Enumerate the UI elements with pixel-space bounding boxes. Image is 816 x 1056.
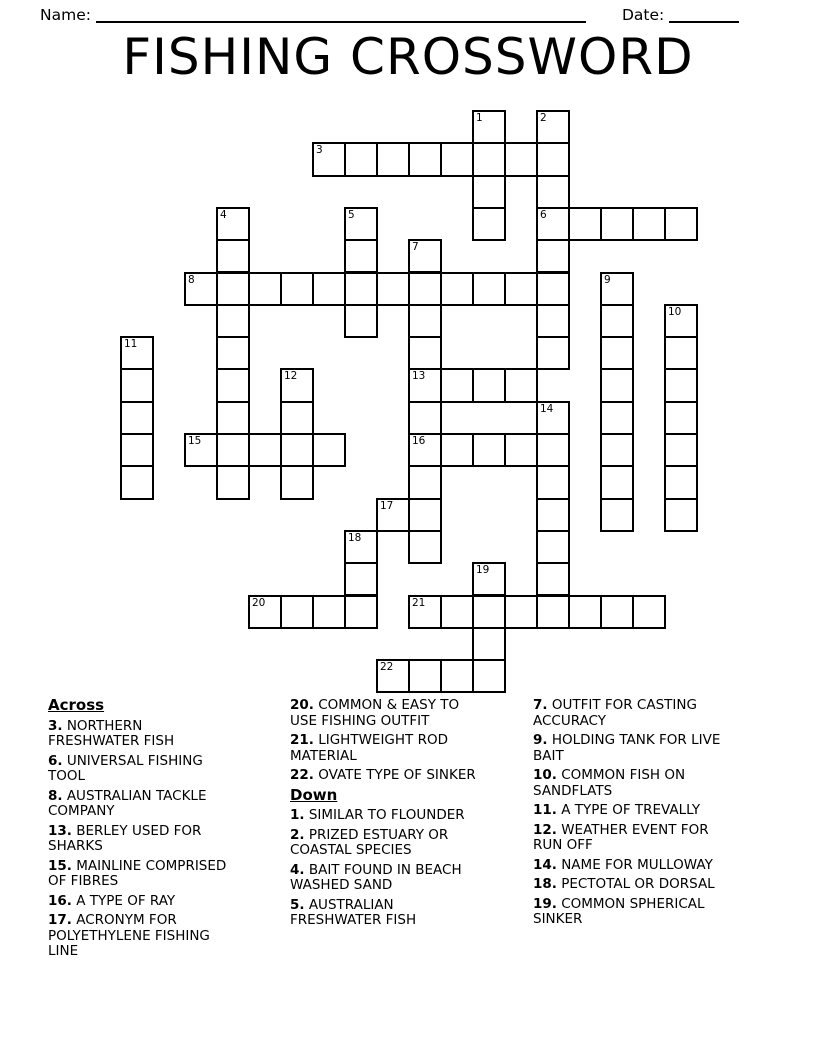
grid-cell[interactable] <box>440 595 474 629</box>
cell-number: 22 <box>380 661 394 674</box>
cell-number: 17 <box>380 499 394 512</box>
grid-cell[interactable] <box>312 142 346 176</box>
grid-cell[interactable] <box>536 595 570 629</box>
grid-cell[interactable] <box>472 368 506 402</box>
grid-cell[interactable] <box>664 465 698 499</box>
clue-item <box>533 823 722 854</box>
clue-item <box>533 897 722 928</box>
cell-number: 6 <box>540 208 547 221</box>
grid-cell[interactable] <box>344 272 378 306</box>
grid-cell[interactable] <box>216 207 250 241</box>
grid-cell[interactable] <box>536 562 570 596</box>
clue-text: AUSTRALIAN TACKLE COMPANY <box>48 787 207 819</box>
grid-cell[interactable] <box>408 659 442 693</box>
grid-cell[interactable] <box>600 401 634 435</box>
clue-item <box>533 698 722 729</box>
grid-cell[interactable] <box>408 433 442 467</box>
grid-cell[interactable] <box>408 272 442 306</box>
cell-number: 14 <box>540 402 554 415</box>
grid-cell[interactable] <box>312 433 346 467</box>
grid-cell[interactable] <box>216 368 250 402</box>
clue-item <box>48 789 237 820</box>
grid-cell[interactable] <box>408 368 442 402</box>
clue-text: UNIVERSAL FISHING TOOL <box>48 752 203 784</box>
grid-cell[interactable] <box>344 207 378 241</box>
grid-cell[interactable] <box>248 595 282 629</box>
clue-number: 2. <box>290 826 305 843</box>
grid-cell[interactable] <box>408 239 442 273</box>
clue-item <box>533 733 722 764</box>
grid-cell[interactable] <box>472 272 506 306</box>
grid-cell[interactable] <box>600 595 634 629</box>
clue-item <box>533 768 722 799</box>
grid-cell[interactable] <box>408 465 442 499</box>
cell-number: 21 <box>412 596 426 609</box>
grid-cell[interactable] <box>632 595 666 629</box>
grid-cell[interactable] <box>600 498 634 532</box>
grid-cell[interactable] <box>312 272 346 306</box>
cell-number: 9 <box>604 273 611 286</box>
clue-number: 8. <box>48 787 63 804</box>
grid-cell[interactable] <box>120 433 154 467</box>
grid-cell[interactable] <box>184 272 218 306</box>
grid-cell[interactable] <box>376 142 410 176</box>
grid-cell[interactable] <box>504 142 538 176</box>
date-label: Date: <box>621 6 665 24</box>
grid-cell[interactable] <box>664 368 698 402</box>
clue-number: 3. <box>48 717 63 734</box>
cell-number: 12 <box>284 370 298 383</box>
grid-cell[interactable] <box>216 336 250 370</box>
grid-cell[interactable] <box>280 433 314 467</box>
clue-item <box>48 859 237 890</box>
grid-cell[interactable] <box>120 336 154 370</box>
grid-cell[interactable] <box>600 272 634 306</box>
cell-number: 7 <box>412 241 419 254</box>
grid-cell[interactable] <box>472 433 506 467</box>
grid-cell[interactable] <box>536 175 570 209</box>
clue-text: HOLDING TANK FOR LIVE BAIT <box>533 732 721 764</box>
grid-cell[interactable] <box>280 595 314 629</box>
grid-cell[interactable] <box>568 207 602 241</box>
clue-item <box>533 877 722 893</box>
grid-cell[interactable] <box>536 530 570 564</box>
clue-item <box>48 824 237 855</box>
clue-number: 22. <box>290 767 314 783</box>
clue-number: 17. <box>48 912 72 928</box>
clue-list-header: Down <box>290 785 338 804</box>
clue-number: 14. <box>533 856 557 873</box>
grid-cell[interactable] <box>408 401 442 435</box>
clue-text: LIGHTWEIGHT ROD MATERIAL <box>290 732 448 764</box>
grid-cell[interactable] <box>440 659 474 693</box>
grid-cell[interactable] <box>440 433 474 467</box>
clue-number: 21. <box>290 732 314 748</box>
grid-cell[interactable] <box>536 498 570 532</box>
grid-cell[interactable] <box>504 595 538 629</box>
grid-cell[interactable] <box>664 498 698 532</box>
grid-cell[interactable] <box>504 433 538 467</box>
grid-cell[interactable] <box>408 530 442 564</box>
grid-cell[interactable] <box>408 304 442 338</box>
grid-cell[interactable] <box>472 175 506 209</box>
grid-cell[interactable] <box>536 304 570 338</box>
cell-number: 13 <box>412 370 426 383</box>
clue-number: 12. <box>533 821 557 838</box>
grid-cell[interactable] <box>344 304 378 338</box>
clue-item <box>290 808 479 824</box>
grid-cell[interactable] <box>472 110 506 144</box>
grid-cell[interactable] <box>472 595 506 629</box>
grid-cell[interactable] <box>312 595 346 629</box>
cell-number: 16 <box>412 435 426 447</box>
clue-item <box>290 898 479 929</box>
clue-number: 6. <box>48 752 63 769</box>
grid-cell[interactable] <box>216 401 250 435</box>
grid-cell[interactable] <box>472 627 506 661</box>
clue-text: A TYPE OF TREVALLY <box>556 802 701 818</box>
grid-cell[interactable] <box>344 562 378 596</box>
grid-cell[interactable] <box>280 401 314 435</box>
cell-number: 1 <box>476 112 483 124</box>
clue-text: COMMON & EASY TO USE FISHING OUTFIT <box>290 697 460 729</box>
clue-column-middle <box>290 698 479 933</box>
grid-cell[interactable] <box>440 272 474 306</box>
clue-item <box>290 863 479 894</box>
grid-cell[interactable] <box>536 239 570 273</box>
clue-text: ACRONYM FOR POLYETHYLENE FISHING LINE <box>48 912 210 959</box>
name-label: Name: <box>40 6 91 24</box>
clue-item <box>290 828 479 859</box>
clue-number: 1. <box>290 807 305 823</box>
grid-cell[interactable] <box>536 336 570 370</box>
grid-cell[interactable] <box>280 465 314 499</box>
grid-cell[interactable] <box>440 368 474 402</box>
clue-item <box>48 913 237 960</box>
grid-cell[interactable] <box>472 659 506 693</box>
clue-text: OUTFIT FOR CASTING ACCURACY <box>533 697 697 729</box>
grid-cell[interactable] <box>440 142 474 176</box>
clue-text: NORTHERN FRESHWATER FISH <box>48 717 175 749</box>
clue-number: 18. <box>533 876 557 892</box>
grid-cell[interactable] <box>536 401 570 435</box>
grid-cell[interactable] <box>600 465 634 499</box>
grid-cell[interactable] <box>280 368 314 402</box>
grid-cell[interactable] <box>536 272 570 306</box>
clue-item <box>533 803 722 819</box>
grid-cell[interactable] <box>248 433 282 467</box>
cell-number: 4 <box>220 208 227 221</box>
clue-text: MAINLINE COMPRISED OF FIBRES <box>48 857 227 889</box>
grid-cell[interactable] <box>184 433 218 467</box>
clue-number: 15. <box>48 857 72 874</box>
clue-item <box>290 768 479 784</box>
grid-cell[interactable] <box>472 142 506 176</box>
grid-cell[interactable] <box>408 498 442 532</box>
grid-cell[interactable] <box>600 304 634 338</box>
grid-cell[interactable] <box>600 433 634 467</box>
grid-cell[interactable] <box>216 239 250 273</box>
grid-cell[interactable] <box>536 465 570 499</box>
cell-number: 5 <box>348 208 355 221</box>
grid-cell[interactable] <box>120 368 154 402</box>
grid-cell[interactable] <box>216 465 250 499</box>
clue-item <box>48 719 237 750</box>
clue-item <box>48 754 237 785</box>
clue-text: AUSTRALIAN FRESHWATER FISH <box>290 896 417 928</box>
cell-number: 11 <box>124 338 138 351</box>
grid-cell[interactable] <box>472 207 506 241</box>
clue-number: 13. <box>48 822 72 839</box>
clue-number: 9. <box>533 732 548 748</box>
clue-column-right <box>533 698 722 932</box>
cell-number: 15 <box>188 435 202 447</box>
grid-cell[interactable] <box>504 272 538 306</box>
grid-cell[interactable] <box>632 207 666 241</box>
cell-number: 19 <box>476 564 490 577</box>
clue-text: PECTOTAL OR DORSAL <box>556 876 715 892</box>
grid-cell[interactable] <box>536 207 570 241</box>
clue-item <box>48 894 237 910</box>
grid-cell[interactable] <box>344 595 378 629</box>
clue-item <box>290 698 479 729</box>
clue-list-header: Across <box>48 696 105 714</box>
cell-number: 8 <box>188 273 195 286</box>
clue-item <box>290 733 479 764</box>
clue-number: 19. <box>533 895 557 912</box>
grid-cell[interactable] <box>472 562 506 596</box>
clue-text: BERLEY USED FOR SHARKS <box>48 822 202 854</box>
grid-cell[interactable] <box>344 142 378 176</box>
clue-text: PRIZED ESTUARY OR COASTAL SPECIES <box>290 826 449 858</box>
clue-number: 10. <box>533 767 557 783</box>
cell-number: 3 <box>316 144 323 157</box>
clue-number: 11. <box>533 802 557 818</box>
clue-number: 7. <box>533 697 548 713</box>
cell-number: 2 <box>540 112 547 124</box>
grid-cell[interactable] <box>568 595 602 629</box>
grid-cell[interactable] <box>216 272 250 306</box>
clue-column-left <box>48 698 237 964</box>
grid-cell[interactable] <box>536 110 570 144</box>
clue-text: WEATHER EVENT FOR RUN OFF <box>533 821 709 853</box>
grid-cell[interactable] <box>664 336 698 370</box>
grid-cell[interactable] <box>344 530 378 564</box>
grid-cell[interactable] <box>216 304 250 338</box>
clue-number: 4. <box>290 861 305 878</box>
page-title: FISHING CROSSWORD <box>122 28 694 86</box>
grid-cell[interactable] <box>664 401 698 435</box>
grid-cell[interactable] <box>664 433 698 467</box>
grid-cell[interactable] <box>408 595 442 629</box>
cell-number: 20 <box>252 596 266 609</box>
grid-cell[interactable] <box>536 142 570 176</box>
grid-cell[interactable] <box>120 465 154 499</box>
clue-text: SIMILAR TO FLOUNDER <box>304 807 465 823</box>
grid-cell[interactable] <box>600 368 634 402</box>
grid-cell[interactable] <box>600 207 634 241</box>
grid-cell[interactable] <box>376 659 410 693</box>
grid-cell[interactable] <box>600 336 634 370</box>
clue-text: BAIT FOUND IN BEACH WASHED SAND <box>290 861 462 893</box>
clue-item <box>533 858 722 874</box>
cell-number: 18 <box>348 531 362 544</box>
grid-cell[interactable] <box>248 272 282 306</box>
grid-cell[interactable] <box>376 498 410 532</box>
clue-text: OVATE TYPE OF SINKER <box>313 767 476 783</box>
grid-cell[interactable] <box>664 207 698 241</box>
grid-cell[interactable] <box>408 142 442 176</box>
clue-number: 16. <box>48 892 72 909</box>
clue-text: COMMON SPHERICAL SINKER <box>533 895 705 927</box>
grid-cell[interactable] <box>120 401 154 435</box>
grid-cell[interactable] <box>504 368 538 402</box>
grid-cell[interactable] <box>664 304 698 338</box>
grid-cell[interactable] <box>376 272 410 306</box>
grid-cell[interactable] <box>344 239 378 273</box>
clue-number: 5. <box>290 896 305 913</box>
clue-number: 20. <box>290 697 314 713</box>
grid-cell[interactable] <box>408 336 442 370</box>
grid-cell[interactable] <box>280 272 314 306</box>
grid-cell[interactable] <box>536 433 570 467</box>
clue-text: A TYPE OF RAY <box>71 892 176 909</box>
grid-cell[interactable] <box>216 433 250 467</box>
clue-text: COMMON FISH ON SANDFLATS <box>533 767 686 799</box>
clue-text: NAME FOR MULLOWAY <box>556 856 713 873</box>
cell-number: 10 <box>668 305 682 318</box>
